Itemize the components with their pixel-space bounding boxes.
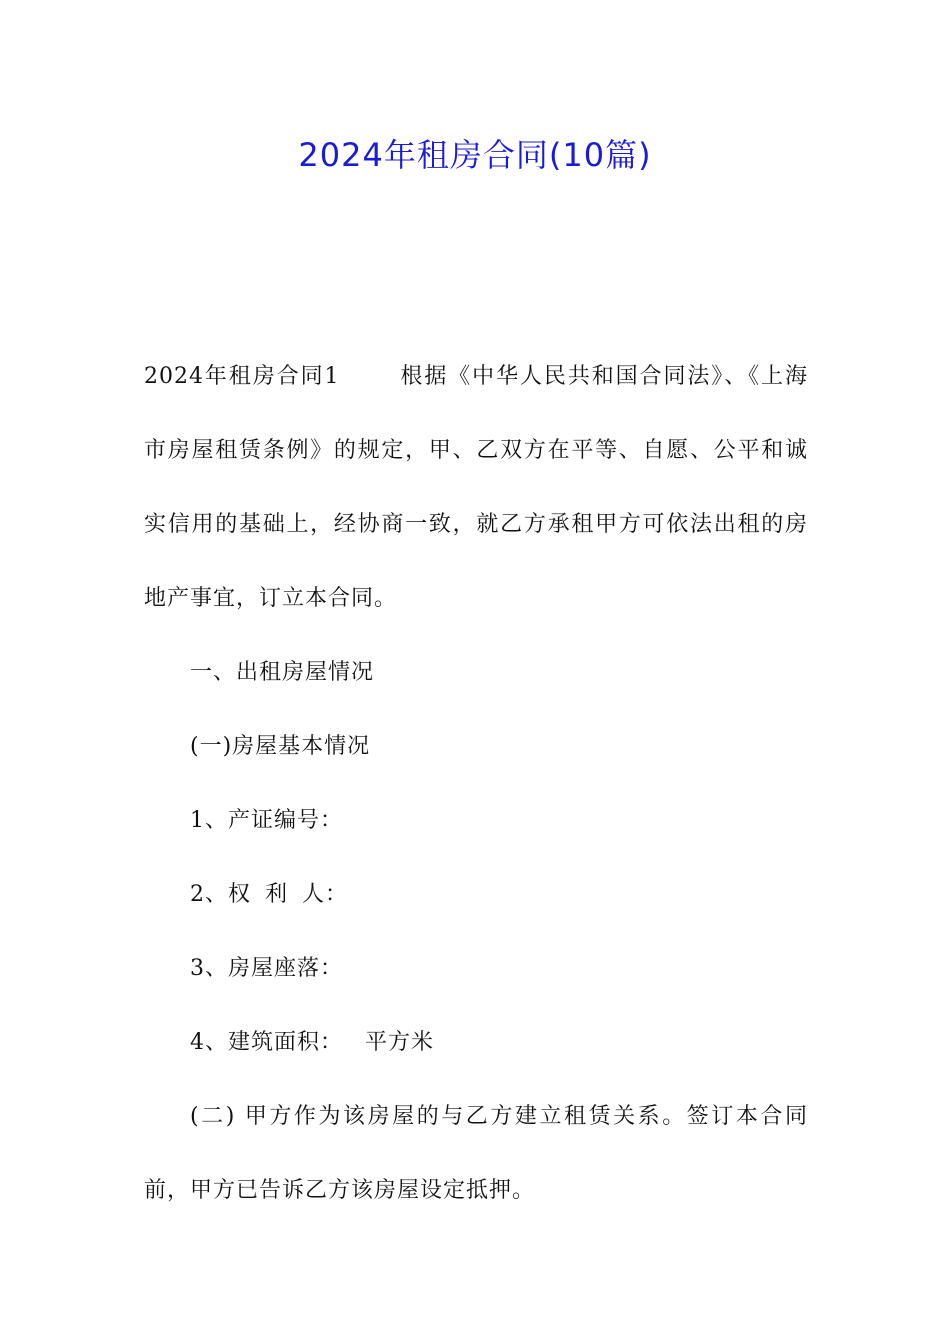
document-title: 2024年租房合同(10篇) (298, 136, 652, 174)
item-floor-area-unit: 平方米 (365, 1030, 435, 1055)
item-floor-area (144, 1006, 808, 1080)
section-heading: 一、出租房屋情况 (190, 660, 375, 685)
subsection-heading: (一)房屋基本情况 (190, 734, 371, 759)
document-body (144, 340, 808, 1228)
subsection-paragraph: (二) 甲方作为该房屋的与乙方建立租赁关系。签订本合同前，甲方已告诉乙方该房屋设定抵押。 (144, 1104, 808, 1203)
item-right-holder (144, 858, 808, 932)
item-right-holder-part2: 利 (265, 882, 289, 907)
item-certificate-number: 1、产证编号： (190, 808, 343, 833)
intro-paragraph (144, 340, 808, 636)
item-location: 3、房屋座落： (190, 956, 343, 981)
intro-text: 根据《中华人民共和国合同法》、《上海市房屋租赁条例》的规定，甲、乙双方在平等、自愿、公平和诚实信用的基础上，经协商一致，就乙方承租甲方可依法出租的房地产事宜，订立本合同。 (144, 364, 808, 611)
item-right-holder-part1: 2、权 (190, 882, 251, 907)
item-floor-area-label: 4、建筑面积： (190, 1030, 343, 1055)
contract-heading: 2024年租房合同1 (144, 364, 340, 389)
item-right-holder-part3: 人： (302, 882, 349, 907)
